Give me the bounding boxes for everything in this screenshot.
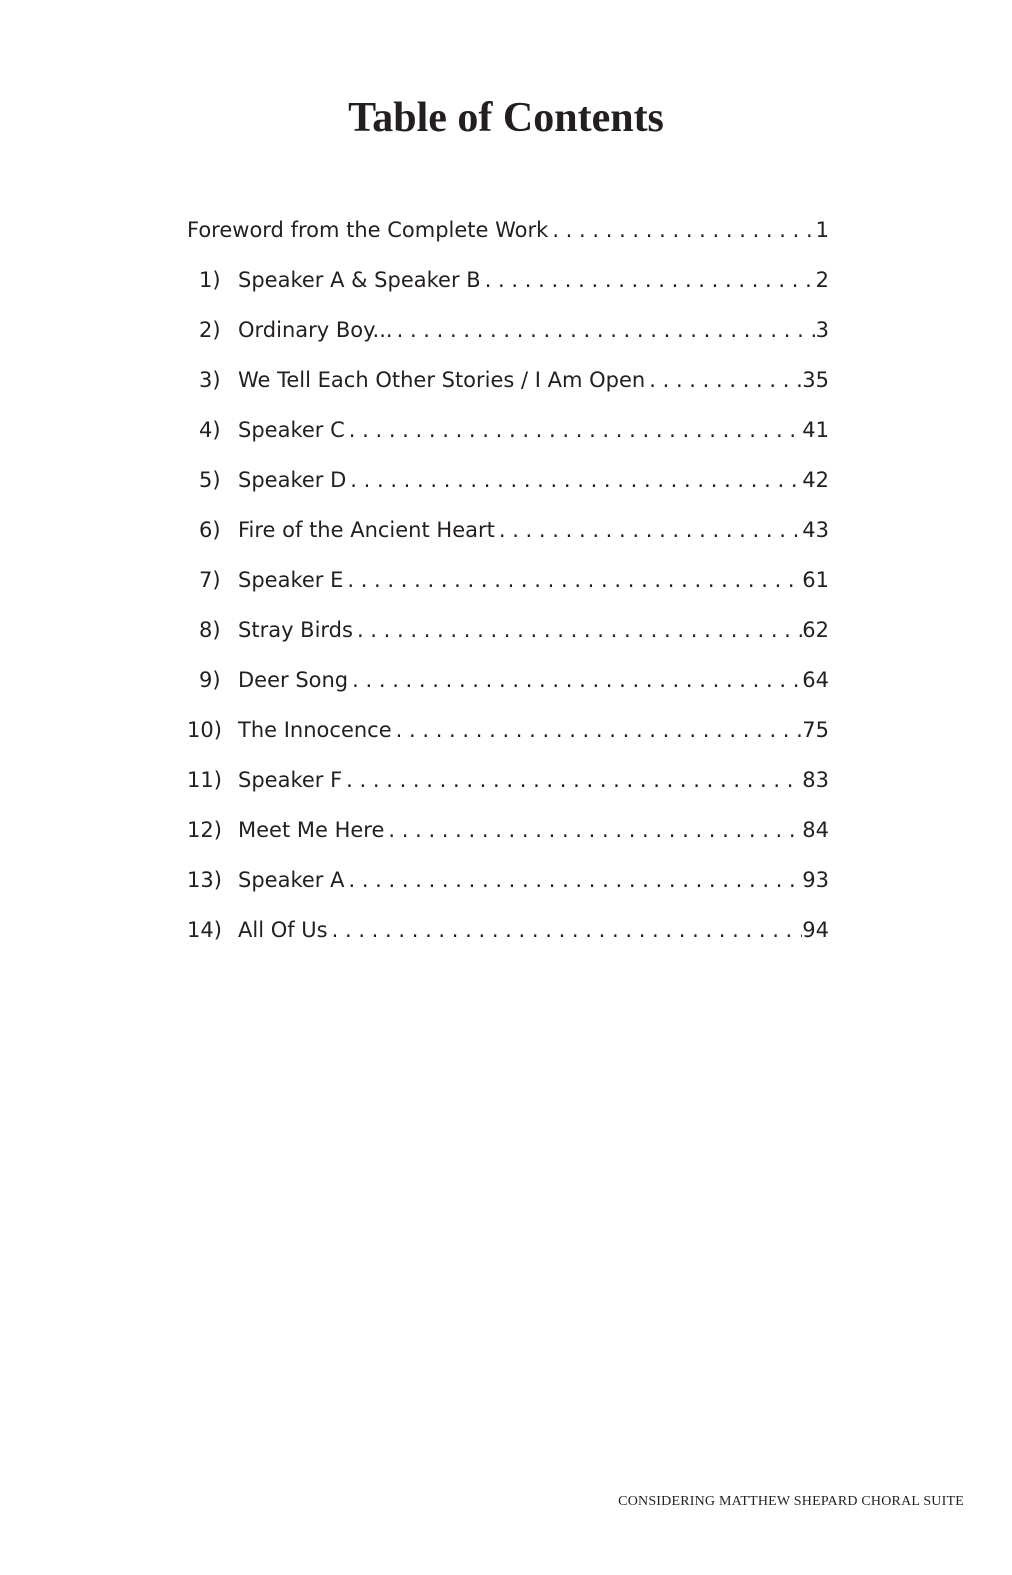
toc-entry[interactable]: [187, 764, 829, 814]
toc-entry-number: 12): [187, 818, 222, 842]
toc-entry-title: Speaker C: [238, 418, 345, 442]
toc-entry-title: Fire of the Ancient Heart: [238, 518, 495, 542]
toc-entry-page: 64: [802, 668, 829, 692]
toc-entry-title: Speaker A: [238, 868, 345, 892]
toc-entry[interactable]: [187, 814, 829, 864]
toc-entry-page: 62: [802, 618, 829, 642]
toc-entry-number: 2): [199, 318, 221, 342]
toc-entry[interactable]: [187, 614, 829, 664]
toc-entry[interactable]: [187, 664, 829, 714]
toc-entry-page: 1: [815, 218, 829, 242]
dot-leader: [392, 714, 803, 746]
toc-entry-number: 4): [199, 418, 221, 442]
toc-entry-title: Speaker E: [238, 568, 344, 592]
toc-entry[interactable]: [187, 914, 829, 964]
toc-entry-number: 13): [187, 868, 222, 892]
toc-entry-title: Speaker A & Speaker B: [238, 268, 481, 292]
toc-entry-title: We Tell Each Other Stories / I Am Open: [238, 368, 646, 392]
toc-entry-page: 41: [802, 418, 829, 442]
toc-entry-title: Deer Song: [238, 668, 349, 692]
toc-entry-number: 7): [199, 568, 221, 592]
toc-entry[interactable]: [187, 714, 829, 764]
toc-entry-page: 93: [802, 868, 829, 892]
toc-entry[interactable]: [187, 364, 829, 414]
toc-entry-page: 42: [802, 468, 829, 492]
toc-entry-title: Ordinary Boy...: [238, 318, 393, 342]
toc-entry-number: 1): [199, 268, 221, 292]
dot-leader: [353, 614, 802, 646]
dot-leader: [393, 314, 816, 346]
dot-leader: [495, 514, 802, 546]
toc-entry-number: 11): [187, 768, 222, 792]
dot-leader: [348, 664, 802, 696]
toc-entry-number: 8): [199, 618, 221, 642]
toc-entry-title: The Innocence: [238, 718, 392, 742]
toc-entry-title: Meet Me Here: [238, 818, 385, 842]
toc-entry-page: 83: [802, 768, 829, 792]
toc-entry-page: 43: [802, 518, 829, 542]
dot-leader: [328, 914, 803, 946]
dot-leader: [548, 214, 815, 246]
page-footer: CONSIDERING MATTHEW SHEPARD CHORAL SUITE: [618, 1494, 964, 1509]
dot-leader: [344, 864, 802, 896]
toc-entry-number: 9): [199, 668, 221, 692]
dot-leader: [342, 764, 802, 796]
toc-entry[interactable]: [187, 414, 829, 464]
page-title: Table of Contents: [348, 95, 664, 141]
toc-entry-page: 35: [802, 368, 829, 392]
toc-entry-foreword[interactable]: [187, 214, 829, 264]
dot-leader: [645, 364, 802, 396]
toc-entry-number: 14): [187, 918, 222, 942]
toc-entry-number: 6): [199, 518, 221, 542]
toc-entry[interactable]: [187, 564, 829, 614]
toc-entry-title: Speaker F: [238, 768, 343, 792]
dot-leader: [345, 414, 803, 446]
toc-entry-page: 84: [802, 818, 829, 842]
toc-entry-number: 10): [187, 718, 222, 742]
toc-entry-title: Speaker D: [238, 468, 347, 492]
toc-entry-page: 94: [802, 918, 829, 942]
toc-entry-page: 3: [815, 318, 829, 342]
dot-leader: [343, 564, 802, 596]
dot-leader: [346, 464, 802, 496]
dot-leader: [384, 814, 802, 846]
toc-entry[interactable]: [187, 864, 829, 914]
toc-entry-title: All Of Us: [238, 918, 328, 942]
toc-entry-page: 2: [815, 268, 829, 292]
dot-leader: [481, 264, 816, 296]
toc-entry-page: 61: [802, 568, 829, 592]
toc-entry-page: 75: [802, 718, 829, 742]
toc-entry[interactable]: [187, 314, 829, 364]
toc-entry[interactable]: [187, 264, 829, 314]
toc-entry-title: Foreword from the Complete Work: [187, 218, 549, 242]
toc-entry[interactable]: [187, 464, 829, 514]
toc-entry-number: 5): [199, 468, 221, 492]
toc-entry-number: 3): [199, 368, 221, 392]
toc-entry-title: Stray Birds: [238, 618, 353, 642]
table-of-contents: [187, 214, 829, 964]
toc-entry[interactable]: [187, 514, 829, 564]
